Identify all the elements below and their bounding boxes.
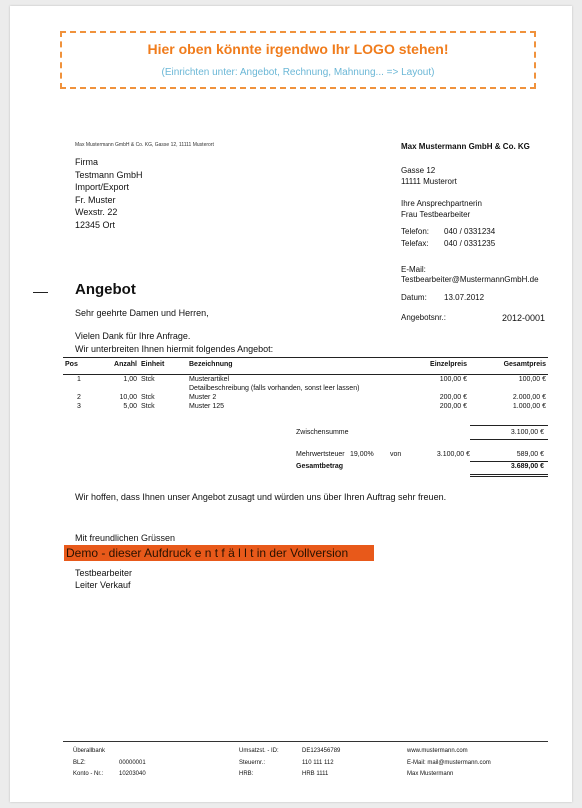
cell-unit: Stck — [141, 394, 155, 401]
footer-ust: DE123456789 — [302, 748, 341, 754]
footer-email: E-Mail: mail@mustermann.com — [407, 760, 491, 766]
cell-desc: Muster 2 — [189, 394, 217, 401]
recipient-line: Fr. Muster — [75, 194, 116, 205]
col-header-price: Einzelpreis — [430, 360, 467, 368]
footer-steuer-label: Steuernr.: — [239, 760, 266, 766]
sender-return-line: Max Mustermann GmbH & Co. KG, Gasse 12, 11111 Musterort — [75, 142, 214, 148]
cell-price: 200,00 € — [439, 394, 467, 401]
cell-total: 2.000,00 € — [512, 394, 546, 401]
cell-total: 1.000,00 € — [512, 403, 546, 410]
subtotal-label: Zwischensumme — [296, 429, 349, 436]
cell-pos — [63, 385, 95, 394]
vat-base: 3.100,00 € — [436, 451, 470, 458]
col-header-unit: Einheit — [141, 360, 165, 368]
signer-name: Testbearbeiter — [75, 568, 133, 578]
cell-desc: Musterartikel — [189, 376, 230, 383]
logo-placeholder-title: Hier oben könnte irgendwo Ihr LOGO stehen! — [147, 41, 449, 57]
vat-label: Mehrwertsteuer — [296, 451, 345, 458]
footer-steuer: 110 111 112 — [302, 760, 334, 766]
fax-label: Telefax: — [401, 239, 429, 248]
vat-of: von — [390, 451, 402, 458]
document-title: Angebot — [75, 281, 136, 298]
col-header-pos: Pos — [65, 360, 78, 368]
footer-bank: Überallbank — [73, 748, 106, 754]
logo-placeholder-hint: (Einrichten unter: Angebot, Rechnung, Mahnung... => Layout) — [161, 67, 435, 78]
vat-rate: 19,00% — [350, 451, 374, 458]
subtotal-rule — [470, 425, 548, 426]
cell-qty: 10,00 — [119, 394, 137, 401]
col-header-total: Gesamtpreis — [503, 360, 546, 368]
col-header-desc: Bezeichnung — [189, 360, 233, 368]
cell-unit — [139, 385, 187, 394]
offer-number-label: Angebotsnr.: — [401, 313, 446, 322]
recipient-address — [75, 156, 143, 231]
date-label: Datum: — [401, 293, 427, 302]
table-row — [63, 385, 548, 394]
cell-qty: 5,00 — [123, 403, 137, 410]
footer-blz-label: BLZ: — [73, 760, 86, 766]
cell-desc-detail: Detailbeschreibung (falls vorhanden, sonst leer lassen) — [189, 385, 360, 392]
footer-ust-label: Umsatzst. - ID: — [239, 748, 279, 754]
total-double-rule — [470, 476, 548, 477]
recipient-line: Firma — [75, 157, 98, 167]
recipient-line: 12345 Ort — [75, 219, 116, 230]
cell-pos: 1 — [77, 376, 81, 383]
email-value: Testbearbeiter@MustermannGmbH.de — [401, 275, 539, 284]
footer-web: www.mustermann.com — [407, 748, 468, 754]
total-value: 3.689,00 € — [510, 463, 544, 470]
cell-price: 100,00 € — [439, 376, 467, 383]
footer-blz: 00000001 — [119, 760, 146, 766]
cell-unit: Stck — [141, 403, 155, 410]
total-rule — [470, 474, 548, 475]
offer-items-table — [63, 356, 548, 412]
cell-price: 200,00 € — [439, 403, 467, 410]
intro-line-2: Wir unterbreiten Ihnen hiermit folgendes Angebot: — [75, 344, 274, 354]
cell-qty: 1,00 — [123, 376, 137, 383]
company-city: 11111 Musterort — [401, 177, 457, 186]
cell-pos: 3 — [77, 403, 81, 410]
email-label: E-Mail: — [401, 265, 426, 274]
recipient-line: Wexstr. 22 — [75, 207, 118, 217]
regards: Mit freundlichen Grüssen — [75, 533, 176, 543]
col-header-qty: Anzahl — [114, 360, 137, 368]
demo-watermark-banner: Demo - dieser Aufdruck e n t f ä l l t in der Vollversion — [64, 545, 374, 561]
signer-role: Leiter Verkauf — [75, 580, 131, 590]
intro-line-1: Vielen Dank für Ihre Anfrage. — [75, 331, 191, 341]
recipient-line: Testmann GmbH — [75, 169, 143, 180]
cell-pos: 2 — [77, 394, 81, 401]
cell-desc: Muster 125 — [189, 403, 225, 410]
offer-number-value: 2012-0001 — [502, 313, 546, 323]
vat-amount: 589,00 € — [516, 451, 544, 458]
phone-value: 040 / 0331234 — [444, 227, 496, 236]
table-row — [63, 403, 548, 412]
footer-hrb-label: HRB: — [239, 771, 254, 777]
company-name: Max Mustermann GmbH & Co. KG — [401, 142, 530, 151]
subtotal-bottom-rule — [470, 439, 548, 440]
company-street: Gasse 12 — [401, 166, 436, 175]
date-value: 13.07.2012 — [444, 293, 485, 302]
table-header-row — [63, 356, 548, 372]
phone-label: Telefon: — [401, 227, 430, 236]
footer-hrb: HRB 1111 — [302, 771, 329, 777]
footer-konto-label: Konto - Nr.: — [73, 771, 104, 777]
footer-owner: Max Mustermann — [407, 771, 454, 777]
logo-placeholder-box — [60, 31, 536, 89]
cell-qty — [95, 385, 139, 394]
fax-value: 040 / 0331235 — [444, 239, 496, 248]
subtotal-value: 3.100,00 € — [510, 429, 544, 436]
greeting: Sehr geehrte Damen und Herren, — [75, 308, 209, 318]
contact-name: Frau Testbearbeiter — [401, 210, 471, 219]
closing-text: Wir hoffen, dass Ihnen unser Angebot zusagt und würden uns über Ihren Auftrag sehr freuen. — [75, 492, 447, 502]
contact-label: Ihre Ansprechpartnerin — [401, 199, 482, 208]
cell-total: 100,00 € — [518, 376, 546, 383]
footer-rule — [63, 741, 548, 742]
vat-rule — [470, 461, 548, 462]
fold-mark — [33, 292, 48, 293]
recipient-line: Import/Export — [75, 182, 130, 192]
footer-konto: 10203040 — [119, 771, 146, 777]
total-label: Gesamtbetrag — [296, 463, 344, 470]
table-row — [63, 394, 548, 403]
table-row — [63, 376, 548, 385]
cell-unit: Stck — [141, 376, 155, 383]
